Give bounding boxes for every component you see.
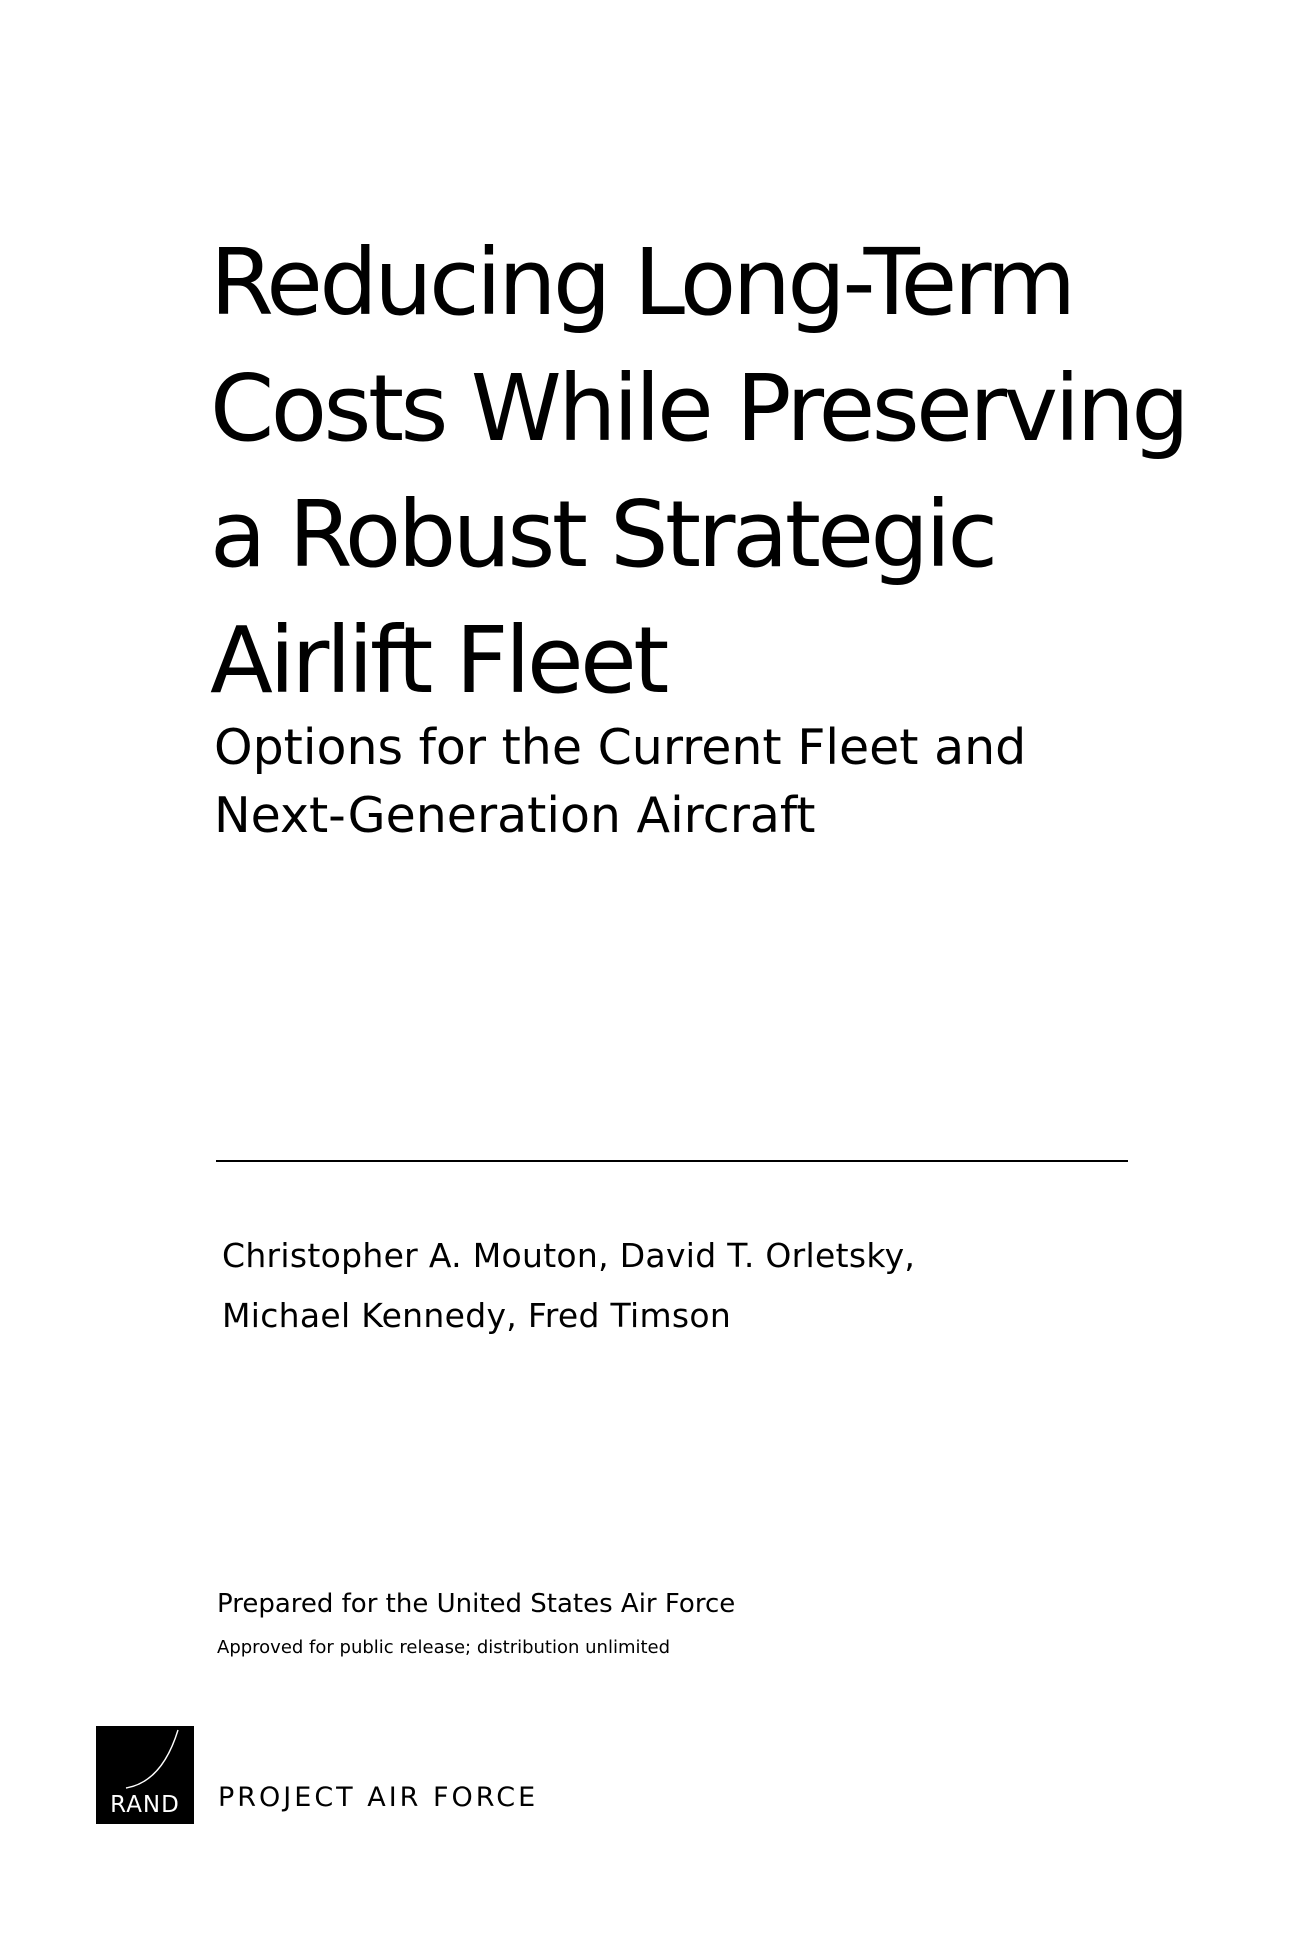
report-title bbox=[210, 220, 1210, 724]
rand-logo-text: RAND bbox=[110, 1792, 180, 1818]
title-divider bbox=[216, 1160, 1128, 1162]
report-title-line-1: Reducing Long-Term bbox=[210, 229, 1073, 336]
report-subtitle-line-2: Next-Generation Aircraft bbox=[214, 787, 816, 844]
author-list bbox=[222, 1226, 1122, 1346]
author-line-1: Christopher A. Mouton, David T. Orletsky, bbox=[222, 1236, 916, 1275]
report-subtitle-line-1: Options for the Current Fleet and bbox=[214, 719, 1027, 776]
author-line-2: Michael Kennedy, Fred Timson bbox=[222, 1296, 732, 1335]
report-subtitle bbox=[214, 714, 1214, 850]
report-title-line-4: Airlift Fleet bbox=[210, 607, 666, 714]
rand-logo bbox=[96, 1726, 194, 1824]
release-statement: Approved for public release; distribution unlimited bbox=[217, 1637, 671, 1658]
program-name: PROJECT AIR FORCE bbox=[218, 1782, 539, 1813]
prepared-for-statement: Prepared for the United States Air Force bbox=[217, 1589, 736, 1619]
report-title-line-2: Costs While Preserving bbox=[210, 355, 1187, 462]
report-title-line-3: a Robust Strategic bbox=[210, 481, 995, 588]
